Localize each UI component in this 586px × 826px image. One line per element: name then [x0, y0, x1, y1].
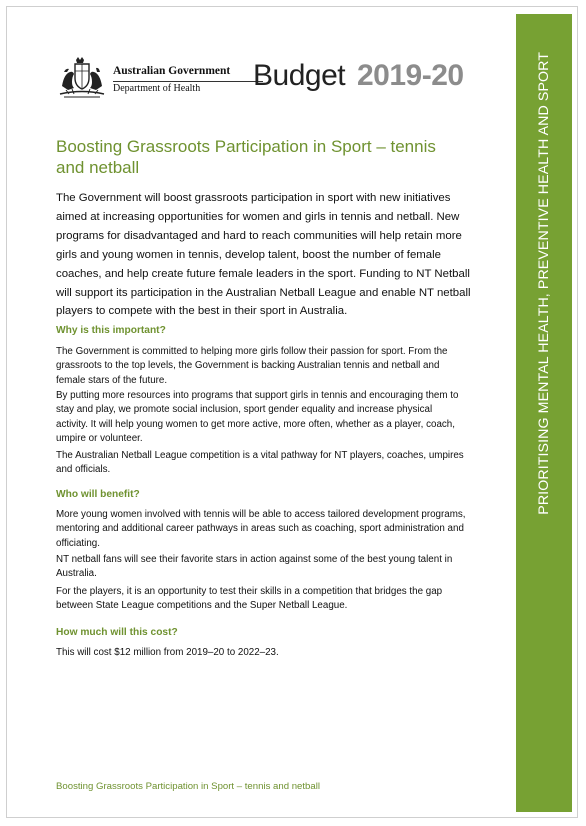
budget-label: Budget	[253, 59, 346, 92]
header-divider	[113, 81, 263, 82]
page-footer: Boosting Grassroots Participation in Sport – tennis and netball	[56, 781, 320, 792]
cost-heading: How much will this cost?	[56, 627, 178, 638]
who-paragraph-3: For the players, it is an opportunity to test their skills in a competition that bridges the gap between State League competitions and the Super Netball League.	[56, 586, 443, 612]
who-paragraph-1: More young women involved with tennis will be able to access tailored development programs, mentoring and additional career pathways in areas such as coaching, sport administration and officiating.	[56, 509, 466, 549]
commonwealth-coat-of-arms-icon	[56, 56, 108, 100]
why-heading: Why is this important?	[56, 325, 166, 336]
why-paragraph-1: The Government is committed to helping more girls follow their passion for sport. From the grassroots to the top levels, the Government is backing Australian tennis and netball and female stars of the future.	[56, 346, 448, 386]
government-name: Australian Government	[113, 65, 231, 77]
budget-year: 2019-20	[357, 59, 464, 92]
intro-paragraph: The Government will boost grassroots participation in sport with new initiatives aimed at increasing opportunities for women and girls in tennis and netball. New programs for disadvantaged and hard to reach communities will help retain more girls and young women in tennis, develop talent, boost the number of female coaches, and help create future female leaders in the sport. Funding to NT Netball will support its participation in the Australian Netball League and enable NT netball players to compete with the best in their sport in Australia.	[56, 192, 471, 318]
why-paragraph-3: The Australian Netball League competition is a vital pathway for NT players, coaches, umpires and officials.	[56, 450, 464, 476]
cost-paragraph: This will cost $12 million from 2019–20 to 2022–23.	[56, 647, 279, 658]
why-paragraph-2: By putting more resources into programs that support girls in tennis and encouraging them to stay and play, we promote social inclusion, sport gender equality and increase physical activity. It will help young women to get more active, more often, whether as a player, coach, umpire or volunteer.	[56, 390, 459, 445]
department-name: Department of Health	[113, 83, 201, 94]
who-paragraph-2: NT netball fans will see their favorite stars in action against some of the best young talent in Australia.	[56, 554, 453, 580]
who-heading: Who will benefit?	[56, 489, 140, 500]
page-title: Boosting Grassroots Participation in Sport – tennis and netball	[56, 137, 436, 177]
side-band-text: PRIORITISING MENTAL HEALTH, PREVENTIVE HEALTH AND SPORT	[536, 52, 552, 515]
document-header	[56, 56, 466, 100]
